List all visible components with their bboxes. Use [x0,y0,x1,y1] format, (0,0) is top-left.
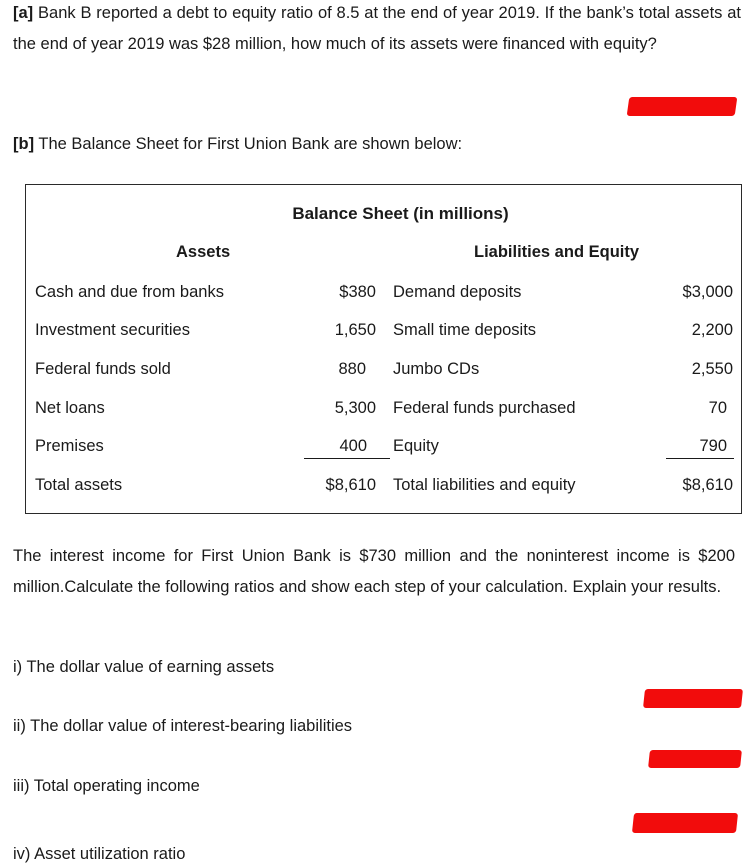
asset-value: 5,300 [334,399,376,417]
question-i: i) The dollar value of earning assets [13,658,275,676]
part-a-question [13,0,741,60]
asset-value: 1,650 [334,321,376,339]
question-ii: ii) The dollar value of interest-bearing liabilities [13,717,353,735]
liability-name: Small time deposits [393,321,537,339]
assets-header: Assets [176,243,231,261]
asset-name: Total assets [35,476,123,494]
table-row [26,476,741,500]
part-b-intro [13,129,462,160]
table-row [26,399,741,423]
balance-sheet-table [25,184,742,514]
interest-paragraph: The interest income for First Union Bank is $730 million and the noninterest income is $200 million.Calculate the following ratios and show each step of your calculation. Explain your results. [13,547,735,596]
liability-value: 2,550 [691,360,733,378]
liability-value: $3,000 [682,283,733,301]
question-iii: iii) Total operating income [13,777,200,795]
balance-sheet-title: Balance Sheet (in millions) [292,204,509,223]
asset-subtotal-underline [304,458,390,459]
liability-value: 70 [708,399,727,417]
liability-value: $8,610 [682,476,733,494]
asset-name: Investment securities [35,321,190,339]
table-row [26,321,741,345]
part-b-label: [b] [13,135,35,153]
liability-name: Total liabilities and equity [393,476,576,494]
redaction-mark [643,689,743,708]
part-b-text: The Balance Sheet for First Union Bank are shown below: [38,135,463,153]
redaction-mark [632,813,738,833]
asset-value: 400 [339,437,367,455]
asset-name: Cash and due from banks [35,283,224,301]
asset-value: 880 [338,360,366,378]
asset-value: $8,610 [325,476,376,494]
redaction-mark [648,750,742,768]
asset-name: Premises [35,437,104,455]
asset-name: Net loans [35,399,105,417]
liability-value: 2,200 [691,321,733,339]
question-iv: iv) Asset utilization ratio [13,845,186,863]
table-row [26,283,741,307]
table-row [26,360,741,384]
liability-subtotal-underline [666,458,734,459]
part-a-text: Bank B reported a debt to equity ratio of 8.5 at the end of year 2019. If the bank’s total assets at the end of year 2019 was $28 million, how much of its assets were financed with equity? [13,4,741,53]
asset-value: $380 [339,283,376,301]
liability-name: Equity [393,437,439,455]
liabilities-header: Liabilities and Equity [474,243,640,261]
liability-name: Demand deposits [393,283,522,301]
liability-name: Federal funds purchased [393,399,576,417]
part-a-label: [a] [13,4,34,22]
asset-name: Federal funds sold [35,360,171,378]
redaction-mark [627,97,738,116]
liability-name: Jumbo CDs [393,360,480,378]
liability-value: 790 [699,437,727,455]
